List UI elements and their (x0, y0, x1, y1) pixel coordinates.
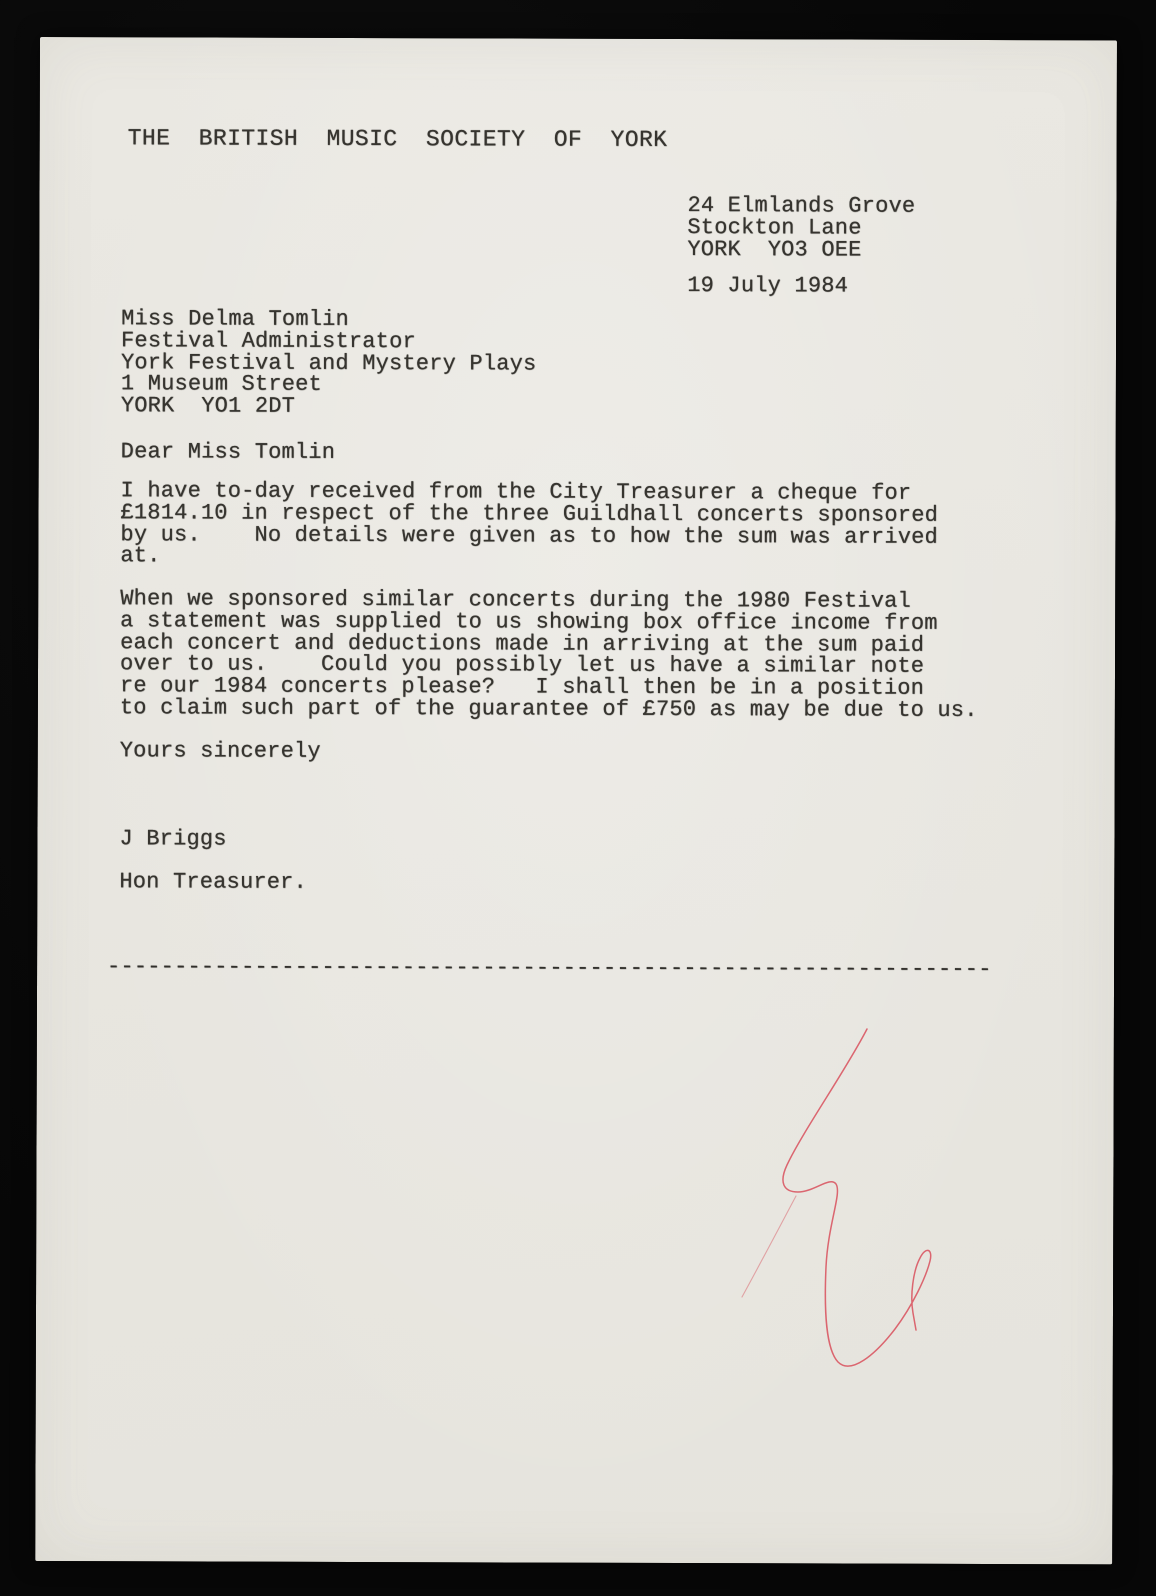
letter-paper-sheet (35, 37, 1117, 1564)
signature-name: J Briggs (119, 826, 227, 852)
letterhead-title: THE BRITISH MUSIC SOCIETY OF YORK (127, 125, 668, 153)
body-paragraph-1: I have to-day received from the City Treasurer a cheque for £1814.10 in respect of the three Guildhall concerts sponsored by us. No details were given as to how the sum was arrived at. (120, 478, 939, 569)
body-paragraph-2: When we sponsored similar concerts during the 1980 Festival a statement was supplied to us showing box office income from each concert and deductions made in arriving at the sum paid over to us. Could you possibly let us have a similar note re our 1984 concerts please? I shall then be in a position to claim such part of the guarantee of £750 as may be due to us. (119, 586, 978, 723)
recipient-address: Miss Delma Tomlin Festival Administrator York Festival and Mystery Plays 1 Museum Street YORK YO1 2DT (120, 306, 537, 419)
separator-dashed-line: ------------------------------------------------------------------ (107, 954, 992, 982)
closing-line: Yours sincerely (119, 738, 321, 764)
date-line: 19 July 1984 (687, 273, 849, 299)
sender-address: 24 Elmlands Grove Stockton Lane YORK YO3 OEE (687, 193, 916, 263)
signature-title: Hon Treasurer. (119, 869, 308, 895)
salutation: Dear Miss Tomlin (120, 439, 336, 465)
